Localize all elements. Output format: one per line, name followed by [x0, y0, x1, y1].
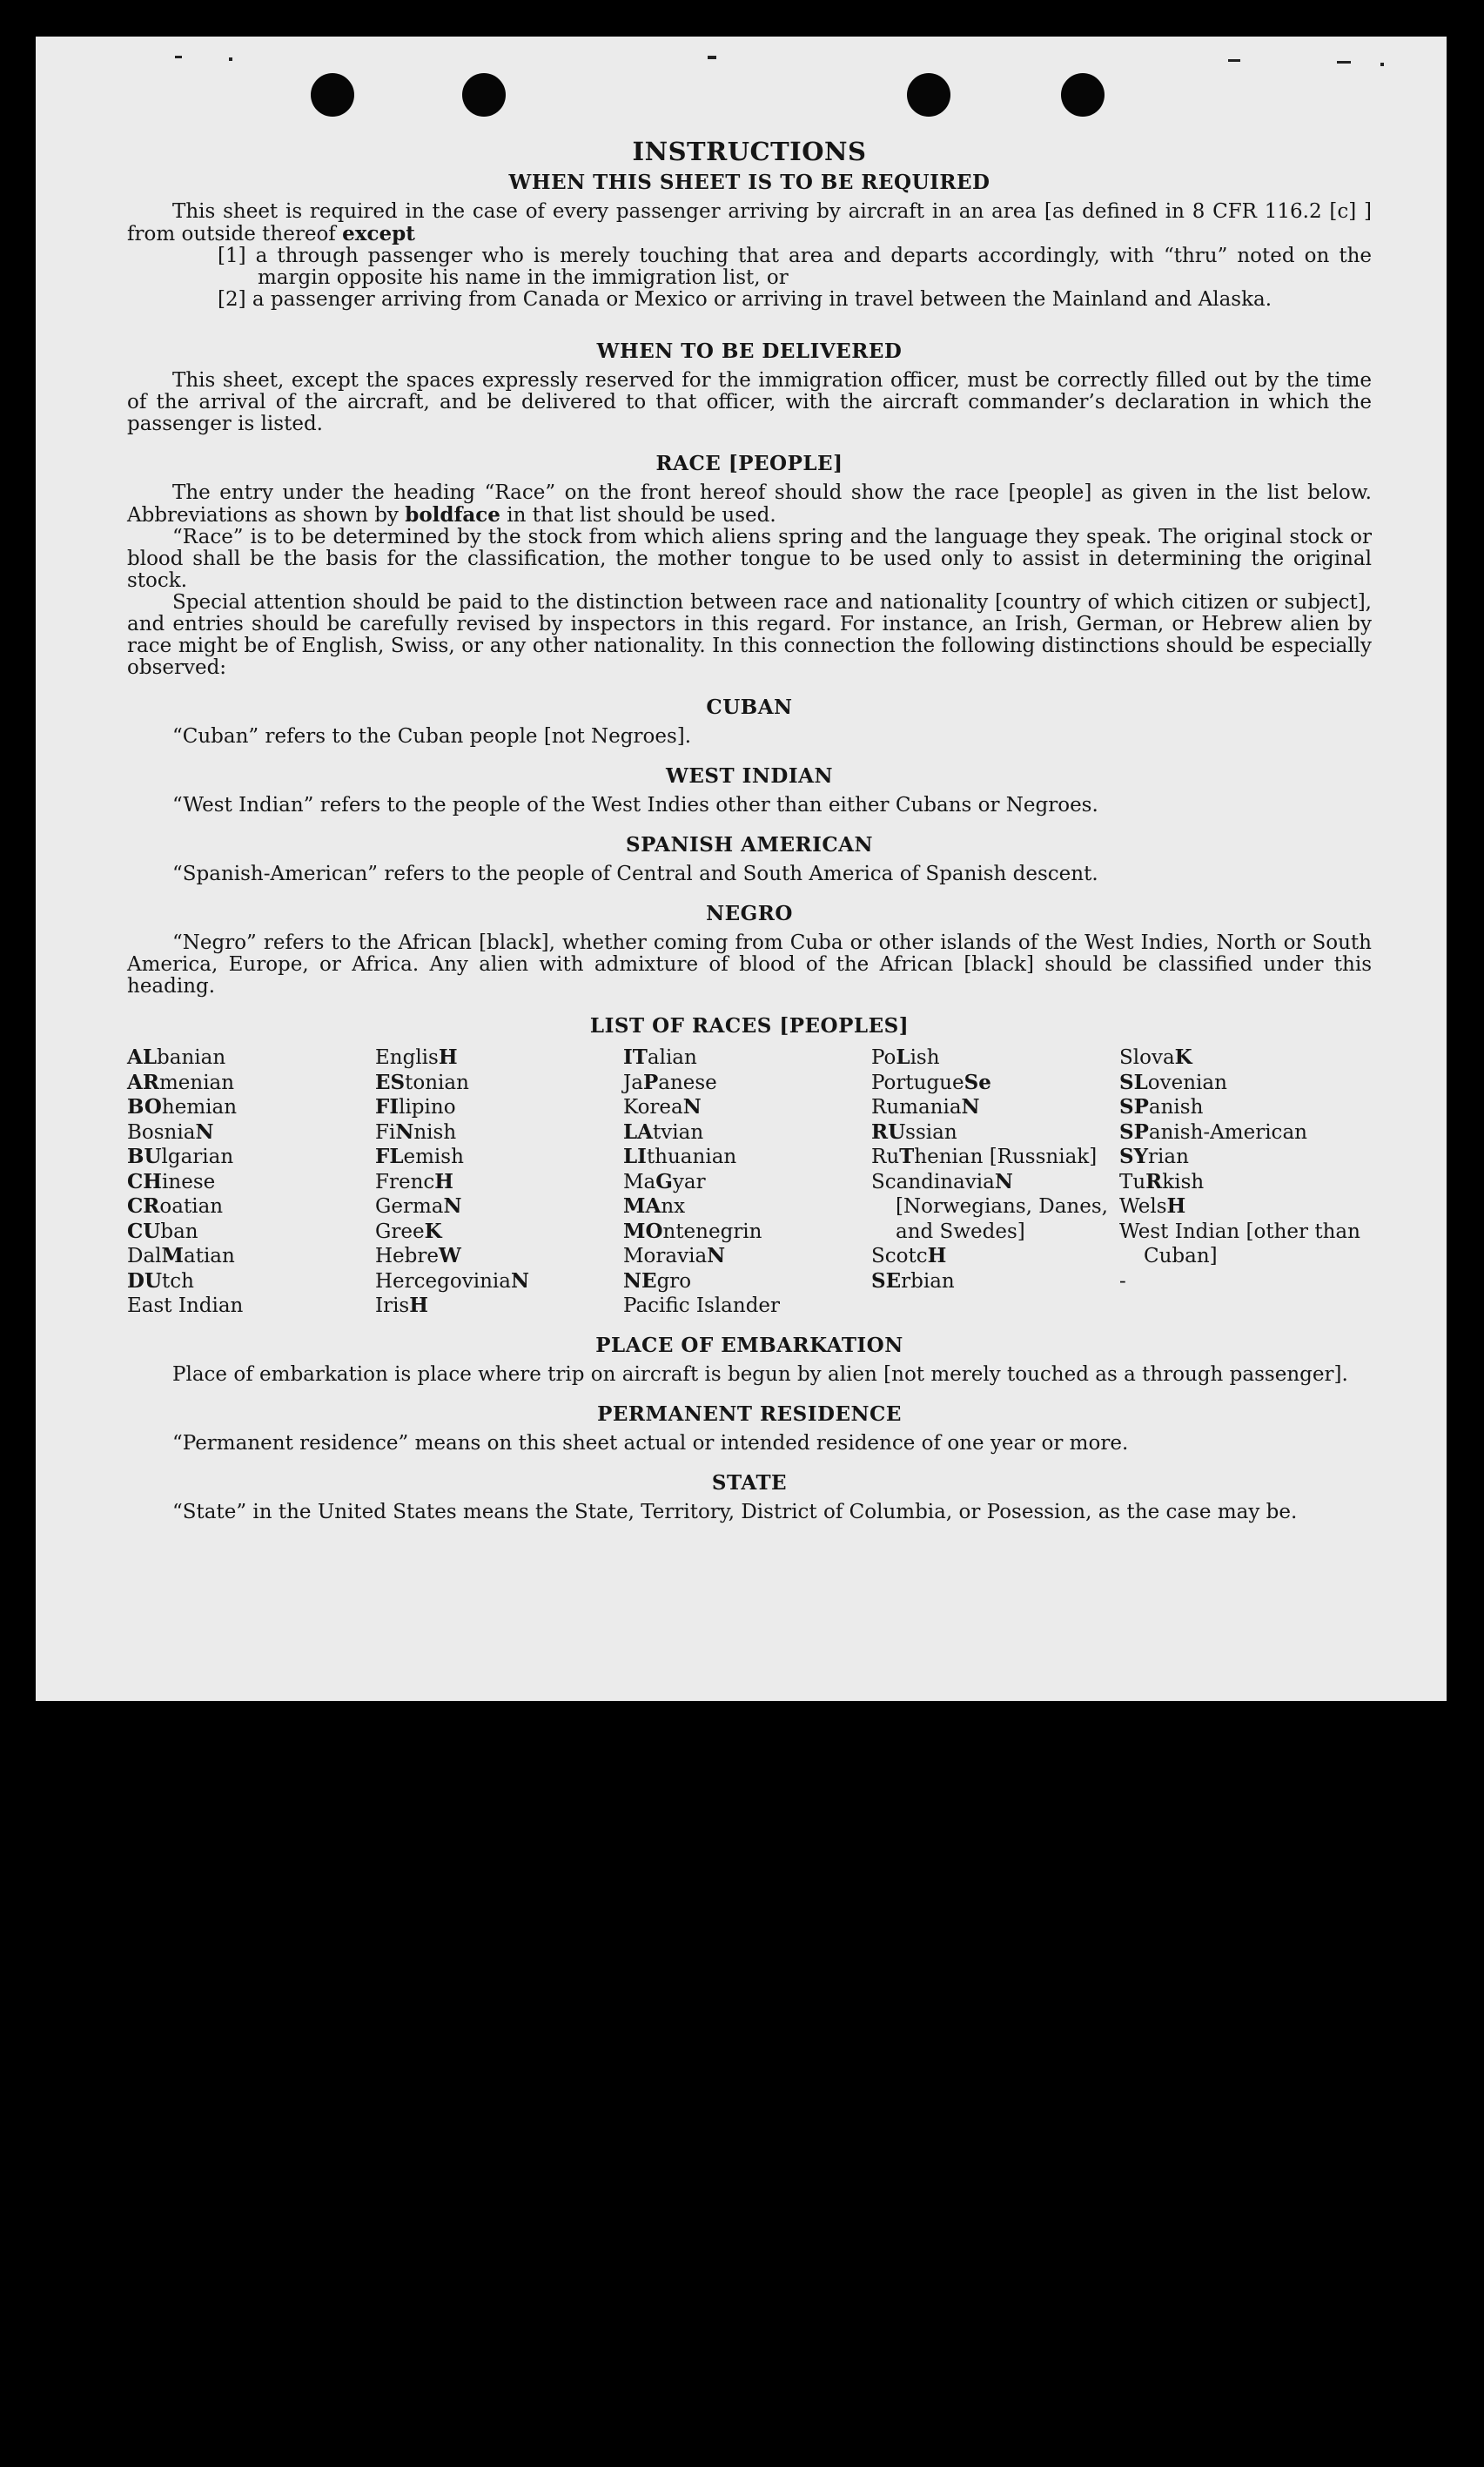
races-list — [127, 1045, 1372, 1319]
race-entry: Pacific Islander — [623, 1294, 781, 1317]
heading-negro: NEGRO — [706, 902, 793, 925]
scan-speck — [175, 56, 182, 58]
negro-text: “Negro” refers to the African [black], whether coming from Cuba or other islands of the West Indies, North or South America, Europe, or Africa. Any alien with admixture of blood of the African [black] should be classified under this heading. — [127, 931, 1372, 998]
race-entry: RuThenian [Russniak] — [871, 1145, 1098, 1168]
except-bold: except — [342, 222, 415, 245]
boldface-word: boldface — [405, 503, 500, 527]
race-entry: KoreaN — [623, 1095, 702, 1119]
spanish-american-text: “Spanish-American” refers to the people of Central and South America of Spanish descent. — [172, 863, 1098, 885]
delivered-text: This sheet, except the spaces expressly reserved for the immigration officer, must be correctly filled out by the time of the arrival of the aircraft, and be delivered to that officer, with the aircraft commander’s declaration in which the passenger is listed. — [127, 369, 1372, 435]
race-entry: SPanish-American — [1119, 1119, 1307, 1144]
race-entry: WelsH — [1119, 1194, 1186, 1218]
race-entry: IrisH — [375, 1294, 428, 1317]
residence-text: “Permanent residence” means on this sheet actual or intended residence of one year or more. — [172, 1431, 1129, 1455]
race-entry: ARmenian — [127, 1070, 235, 1094]
race-entry: CRoatian — [127, 1194, 224, 1218]
scan-speck — [708, 56, 716, 59]
race-entry: EnglisH — [375, 1045, 458, 1069]
race-entry: GermaN — [375, 1194, 462, 1218]
race-entry: RumaniaN — [871, 1095, 980, 1119]
race-entry: ScandinaviaN [Norwegians, Danes, and Swedes] — [871, 1169, 1108, 1243]
race-entry: NEgro — [623, 1268, 692, 1293]
heading-required: WHEN THIS SHEET IS TO BE REQUIRED — [508, 171, 990, 194]
heading-cuban: CUBAN — [706, 696, 793, 719]
race-entry: - — [1119, 1269, 1126, 1293]
races-column — [1119, 1045, 1372, 1319]
race-entry: ITalian — [623, 1045, 697, 1069]
race-entry: EStonian — [375, 1070, 469, 1094]
race-entry: BosniaN — [127, 1119, 214, 1144]
race-entry: MaGyar — [623, 1169, 706, 1193]
race-entry: SErbian — [871, 1268, 955, 1293]
cuban-text: “Cuban” refers to the Cuban people [not Negroes]. — [172, 725, 692, 748]
race-entry: SlovaK — [1119, 1045, 1192, 1069]
race-entry: BOhemian — [127, 1095, 238, 1119]
race-entry: DUtch — [127, 1268, 194, 1293]
race-paragraph-1: The entry under the heading “Race” on the front hereof should show the race [people] as given in the list below. Abbreviations as shown by boldface in that list should be used. — [127, 481, 1372, 527]
race-entry: PortugueSe — [871, 1070, 991, 1094]
race-paragraph-2: “Race” is to be determined by the stock from which aliens spring and the language they speak. The original stock or blood shall be the basis for the classification, the mother tongue to be used only to assist in determining the original stock. — [127, 526, 1372, 592]
heading-residence: PERMANENT RESIDENCE — [597, 1402, 902, 1426]
race-entry: JaPanese — [623, 1070, 717, 1094]
race-entry: CUban — [127, 1219, 198, 1243]
races-column — [871, 1045, 1115, 1319]
race-entry: PoLish — [871, 1045, 940, 1069]
west-indian-text: “West Indian” refers to the people of the West Indies other than either Cubans or Negroes. — [172, 794, 1098, 817]
race-entry: HebreW — [375, 1244, 461, 1267]
race-entry: East Indian — [127, 1294, 244, 1317]
scan-speck — [1337, 61, 1351, 64]
race-entry: West Indian [other than Cuban] — [1119, 1220, 1360, 1267]
heading-embarkation: PLACE OF EMBARKATION — [595, 1333, 903, 1357]
race-entry: FIlipino — [375, 1095, 456, 1119]
scan-speck — [229, 57, 232, 61]
heading-spanish-american: SPANISH AMERICAN — [625, 833, 874, 857]
scan-speck — [1228, 59, 1240, 62]
race-entry: BUlgarian — [127, 1145, 234, 1168]
race-entry: ScotcH — [871, 1244, 947, 1267]
race-entry: TuRkish — [1119, 1169, 1205, 1193]
race-entry: GreeK — [375, 1219, 442, 1243]
instructions-content — [127, 137, 1372, 1523]
heading-delivered: WHEN TO BE DELIVERED — [596, 339, 903, 363]
race-entry: HercegoviniaN — [375, 1268, 529, 1293]
race-entry: FiNnish — [375, 1119, 457, 1144]
heading-race: RACE [PEOPLE] — [655, 452, 843, 475]
race-entry: LAtvian — [623, 1119, 704, 1144]
required-item-1: [1] a through passenger who is merely touching that area and departs accordingly, with “thru” noted on the margin opposite his name in the immigration list, or — [218, 245, 1372, 289]
races-column — [623, 1045, 867, 1319]
state-text: “State” in the United States means the State, Territory, District of Columbia, or Posession, as the case may be. — [172, 1500, 1298, 1523]
race-entry: SYrian — [1119, 1145, 1189, 1168]
required-item-2: [2] a passenger arriving from Canada or Mexico or arriving in travel between the Mainland and Alaska. — [218, 288, 1272, 311]
heading-state: STATE — [711, 1470, 788, 1495]
punch-hole — [907, 73, 950, 117]
race-entry: MOntenegrin — [623, 1219, 762, 1243]
page-title: INSTRUCTIONS — [632, 137, 867, 166]
scan-speck — [1380, 63, 1384, 66]
race-paragraph-3: Special attention should be paid to the distinction between race and nationality [country of which citizen or subject], and entries should be carefully revised by inspectors in this regard. For instance, an Irish, German, or Hebrew alien by race might be of English, Swiss, or any other nationality. In this connection the following distinctions should be especially observed: — [127, 591, 1372, 679]
race-entry: DalMatian — [127, 1244, 235, 1267]
race-entry: MoraviaN — [623, 1244, 726, 1267]
races-column — [127, 1045, 371, 1319]
race-entry: MAnx — [623, 1194, 686, 1218]
race-entry: CHinese — [127, 1169, 216, 1193]
race-entry: RUssian — [871, 1119, 957, 1144]
punch-hole — [462, 73, 506, 117]
heading-races-list: LIST OF RACES [PEOPLES] — [589, 1014, 910, 1038]
required-intro: This sheet is required in the case of every passenger arriving by aircraft in an area [as defined in 8 CFR 116.2 [c] ] from outside thereof except — [127, 200, 1372, 245]
punch-hole — [311, 73, 354, 117]
embarkation-text: Place of embarkation is place where trip on aircraft is begun by alien [not merely touched as a through passenger]. — [172, 1362, 1348, 1386]
document-sheet — [36, 37, 1447, 1701]
race-entry: SLovenian — [1119, 1070, 1227, 1094]
punch-hole — [1061, 73, 1105, 117]
race-entry: FLemish — [375, 1145, 464, 1168]
heading-west-indian: WEST INDIAN — [666, 764, 833, 788]
race-entry: ALbanian — [127, 1045, 226, 1069]
race-entry: FrencH — [375, 1169, 453, 1193]
race-entry: SPanish — [1119, 1095, 1204, 1119]
race-entry: LIthuanian — [623, 1145, 737, 1168]
races-column — [375, 1045, 619, 1319]
